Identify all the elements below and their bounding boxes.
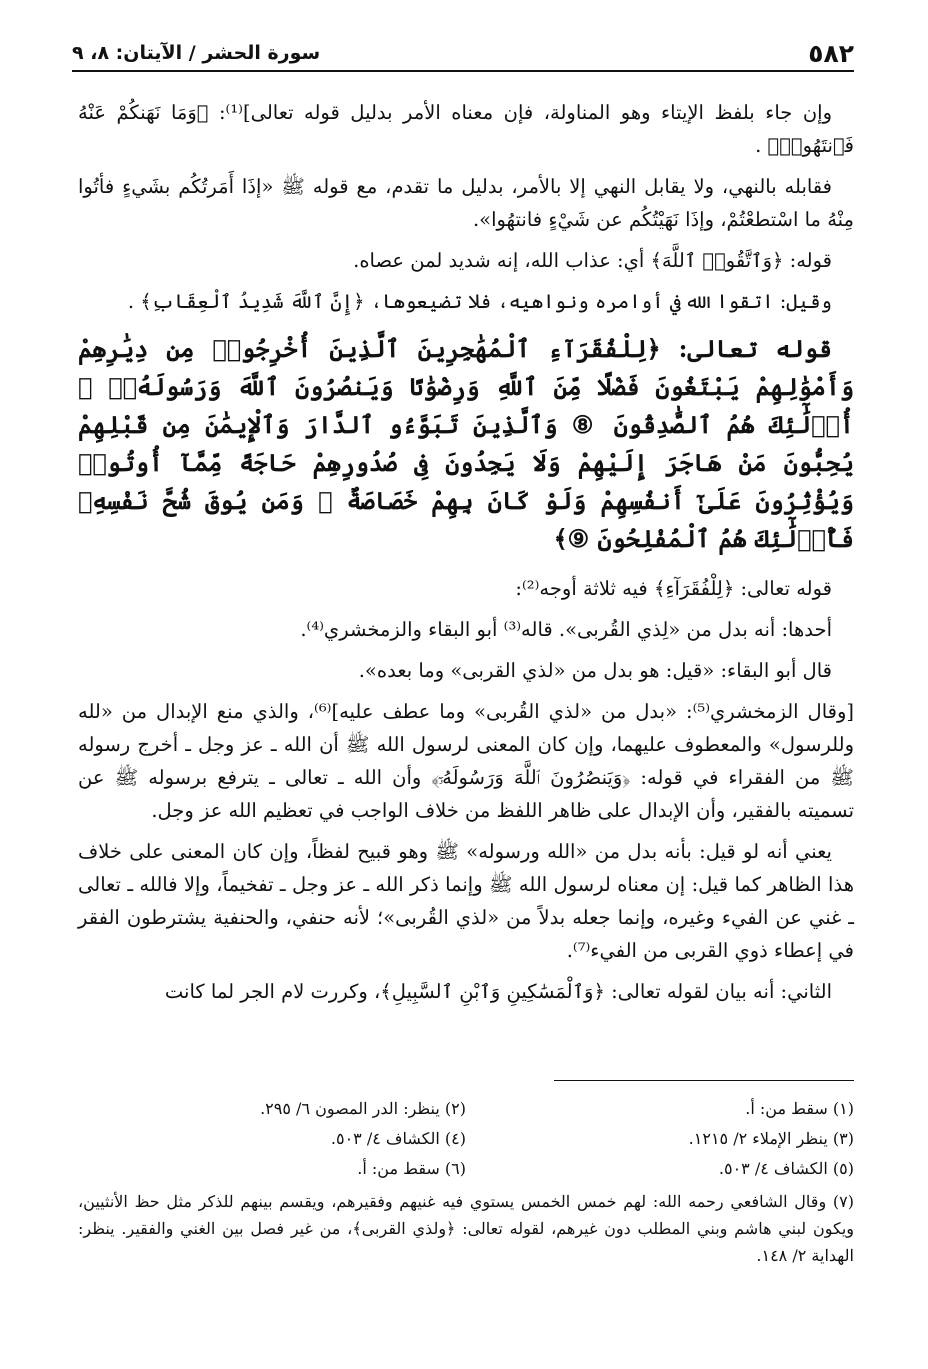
footnote-row [78,1124,854,1154]
page-number: ٥٨٢ [808,38,854,68]
paragraph-11: الثاني: أنه بيان لقوله تعالى: ﴿وَٱلْمَسَٰكِينِ وَٱبْنِ ٱلسَّبِيلِ﴾، وكررت لام الجر لما كانت [164,980,832,1003]
main-text [78,96,854,1016]
footnote-row [78,1154,854,1184]
footnote-7: (٧) وقال الشافعي رحمه الله: لهم خمس الخمس يستوي فيه غنيهم وفقيرهم، ويقسم بينهم للذكر مثل حظ الأنثيين، ويكون لبني هاشم وبني المطلب دون غيرهم، لقوله تعالى: ﴿ولذي القربى﴾، من غير فصل بين الغني والفقير. ينظر: الهداية ٢/ ١٤٨. [78,1192,855,1265]
paragraph-1: وإن جاء بلفظ الإيتاء وهو المناولة، فإن معناه الأمر بدليل قوله تعالى]⁽¹⁾: ﴿وَمَا نَهَنكُمْ عَنْهُ فَٱنتَهُوا۟﴾ . [78,101,854,157]
paragraph-6: قوله تعالى: ﴿لِلْفُقَرَآءِ﴾ فيه ثلاثة أوجه⁽²⁾: [515,577,832,600]
footnote-2: (٢) ينظر: الدر المصون ٦/ ٢٩٥. [260,1099,466,1118]
paragraph-3: قوله: ﴿وَٱتَّقُوا۟ ٱللَّهَ﴾ أي: عذاب الله، إنه شديد لمن عصاه. [353,249,832,272]
footnote-4: (٤) الكشاف ٤/ ٥٠٣. [330,1129,466,1148]
footnote-3: (٣) ينظر الإملاء ٢/ ١٢١٥. [688,1129,854,1148]
paragraph-10: يعني أنه لو قيل: بأنه بدل من «الله ورسوله» ﷺ وهو قبيح لفظاً، وإن كان المعنى على خلاف هذا الظاهر كما قيل: إن معناه لرسول الله ﷺ وإنما ذكر الله ـ عز وجل ـ تفخيماً، وإلا فالله ـ تعالى ـ غني عن الفيء وغيره، وإنما جعله بدلاً من «لذي القُربى»؛ لأنه حنفي، والحنفية يشترطون الفقر في إعطاء ذوي القربى من الفيء⁽⁷⁾. [78,840,854,962]
paragraph-4: وقيل: اتقوا الله في أوامره ونواهيه، فلا تضيعوها، ﴿إِنَّ ٱللَّهَ شَدِيدُ ٱلْعِقَابِ﴾ . [127,290,832,313]
page-header [72,36,854,72]
footnote-row [78,1094,854,1124]
paragraph-8: قال أبو البقاء: «قيل: هو بدل من «لذي القربى» وما بعده». [358,659,832,682]
footnotes [78,1094,854,1269]
paragraph-9: [وقال الزمخشري⁽⁵⁾: «بدل من «لذي القُربى» وما عطف عليه]⁽⁶⁾، والذي منع الإبدال من «لله وللرسول» والمعطوف عليهما، وإن كان المعنى لرسول الله ﷺ أن الله ـ عز وجل ـ أخرج رسوله ﷺ من الفقراء في قوله: ﴿وَيَنصُرُونَ ٱللَّهَ وَرَسُولَهُۥٓ﴾ وأن الله ـ تعالى ـ يترفع برسوله ﷺ عن تسميته بالفقير، وأن الإبدال على ظاهر اللفظ من خلاف الواجب في تعظيم الله عز وجل. [78,700,854,822]
footnote-6: (٦) سقط من: أ. [357,1159,466,1178]
footnote-5: (٥) الكشاف ٤/ ٥٠٣. [718,1159,854,1178]
paragraph-2: فقابله بالنهي، ولا يقابل النهي إلا بالأمر، بدليل ما تقدم، مع قوله ﷺ «إذَا أَمَرتُكُم بشَيءٍ فأتُوا مِنْهُ ما اسْتطعْتُمْ، وإذَا نَهَيْتُكُم عن شَيْءٍ فانتهُوا». [78,175,854,231]
footnote-divider [554,1080,854,1081]
paragraph-7: أحدها: أنه بدل من «لِذي القُربى». قاله⁽³⁾ أبو البقاء والزمخشري⁽⁴⁾. [300,618,832,641]
surah-title: سورة الحشر / الآيتان: ٨، ٩ [72,42,321,64]
footnote-1: (١) سقط من: أ. [745,1099,854,1118]
quran-verse-block: قوله تعالى: ﴿لِلْفُقَرَآءِ ٱلْمُهَٰجِرِينَ ٱلَّذِينَ أُخْرِجُوا۟ مِن دِيَٰرِهِمْ وَأَمْوَٰلِهِمْ يَبْتَغُونَ فَضْلًا مِّنَ ٱللَّهِ وَرِضْوَٰنًا وَيَنصُرُونَ ٱللَّهَ وَرَسُولَهُۥٓ ۚ أُو۟لَٰٓئِكَ هُمُ ٱلصَّٰدِقُونَ ⑧ وَٱلَّذِينَ تَبَوَّءُو ٱلدَّارَ وَٱلْإِيمَٰنَ مِن قَبْلِهِمْ يُحِبُّونَ مَنْ هَاجَرَ إِلَيْهِمْ وَلَا يَجِدُونَ فِى صُدُورِهِمْ حَاجَةً مِّمَّآ أُوتُوا۟ وَيُؤْثِرُونَ عَلَىٰٓ أَنفُسِهِمْ وَلَوْ كَانَ بِهِمْ خَصَاصَةٌ ۚ وَمَن يُوقَ شُحَّ نَفْسِهِۦ فَأُو۟لَٰٓئِكَ هُمُ ٱلْمُفْلِحُونَ ⑨﴾ [78,334,855,553]
